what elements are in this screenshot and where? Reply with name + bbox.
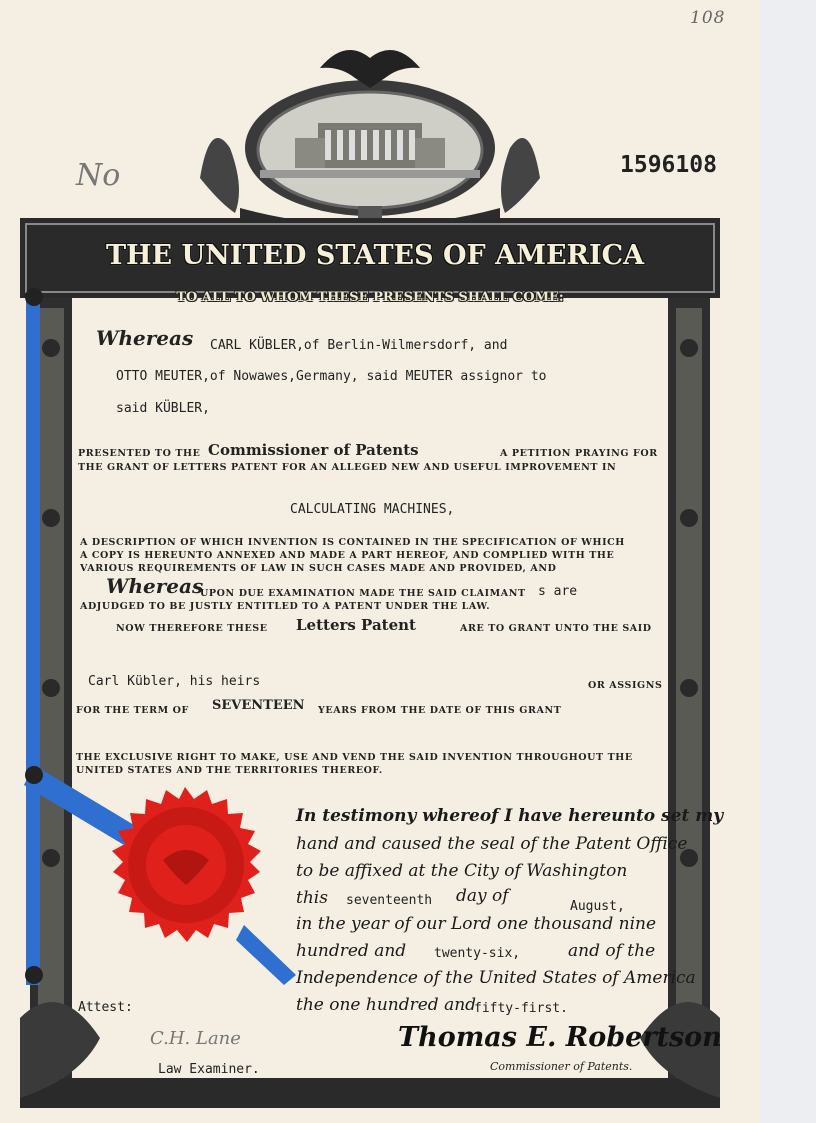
- term-text-2: YEARS FROM THE DATE OF THIS GRANT: [318, 705, 562, 716]
- term-text-1: FOR THE TERM OF: [76, 705, 189, 716]
- letters-patent-text: Letters Patent: [296, 616, 416, 634]
- testimony-line-1: In testimony whereof I have hereunto set my: [296, 806, 724, 826]
- examination-text-2: ADJUDGED TO BE JUSTLY ENTITLED TO A PATENT UNDER THE LAW.: [80, 601, 491, 612]
- document-title: THE UNITED STATES OF AMERICA: [105, 240, 645, 271]
- background-strip: [760, 0, 816, 1123]
- rights-text-1: THE EXCLUSIVE RIGHT TO MAKE, USE AND VEND THE SAID INVENTION THROUGHOUT THE: [76, 752, 633, 763]
- inventors-line-3: said KÜBLER,: [116, 401, 210, 416]
- patent-number: 1596108: [620, 152, 717, 178]
- testimony-one-hundred-and: the one hundred and: [296, 995, 477, 1015]
- or-assigns-text: OR ASSIGNS: [588, 680, 663, 691]
- presented-text-3: THE GRANT OF LETTERS PATENT FOR AN ALLEGED NEW AND USEFUL IMPROVEMENT IN: [78, 462, 617, 473]
- greeting: TO ALL TO WHOM THESE PRESENTS SHALL COME:: [176, 290, 564, 305]
- testimony-this: this: [296, 888, 328, 908]
- grantee-name: Carl Kübler, his heirs: [88, 674, 261, 689]
- commissioner-signature: Thomas E. Robertson: [398, 1022, 722, 1053]
- examiner-signature: C.H. Lane: [150, 1028, 241, 1049]
- whereas-first: Whereas: [96, 326, 194, 350]
- whereas-second: Whereas: [106, 574, 204, 598]
- description-line-3: VARIOUS REQUIREMENTS OF LAW IN SUCH CASES MADE AND PROVIDED, AND: [80, 563, 557, 574]
- description-line-1: A DESCRIPTION OF WHICH INVENTION IS CONTAINED IN THE SPECIFICATION OF WHICH: [80, 537, 625, 548]
- commissioner-of-patents: Commissioner of Patents: [208, 441, 419, 459]
- grant-unto-text: ARE TO GRANT UNTO THE SAID: [460, 623, 652, 634]
- commissioner-title: Commissioner of Patents.: [490, 1060, 633, 1073]
- independence-typed: fifty-first.: [474, 1001, 568, 1016]
- testimony-line-2: hand and caused the seal of the Patent Office: [296, 834, 688, 854]
- testimony-line-3: to be affixed at the City of Washington: [296, 861, 628, 881]
- day-typed: seventeenth: [346, 893, 433, 908]
- patent-office-engraving: [170, 28, 570, 228]
- pencil-number: 108: [690, 8, 726, 28]
- patent-office-seal: [88, 785, 283, 955]
- examination-typed: s are: [538, 584, 578, 599]
- testimony-day-of: day of: [456, 886, 509, 906]
- rights-text-2: UNITED STATES AND THE TERRITORIES THEREOF.: [76, 765, 383, 776]
- year-typed: twenty-six,: [434, 946, 521, 961]
- inventors-line-1: CARL KÜBLER,of Berlin-Wilmersdorf, and: [210, 338, 508, 353]
- invention-title: CALCULATING MACHINES,: [290, 502, 455, 517]
- examiner-title: Law Examiner.: [158, 1062, 260, 1077]
- examination-text-1: UPON DUE EXAMINATION MADE THE SAID CLAIMANT: [200, 588, 526, 599]
- attest-label: Attest:: [78, 1000, 133, 1015]
- term-seventeen: SEVENTEEN: [212, 698, 305, 713]
- testimony-year-line: in the year of our Lord one thousand nine: [296, 914, 657, 934]
- description-line-2: A COPY IS HEREUNTO ANNEXED AND MADE A PART HEREOF, AND COMPLIED WITH THE: [80, 550, 615, 561]
- testimony-and-of-the: and of the: [568, 941, 656, 961]
- testimony-independence-line: Independence of the United States of America: [296, 968, 696, 988]
- inventors-line-2: OTTO MEUTER,of Nowawes,Germany, said MEUTER assignor to: [116, 369, 547, 384]
- presented-text-1: PRESENTED TO THE: [78, 448, 201, 459]
- now-therefore-text: NOW THEREFORE THESE: [116, 623, 268, 634]
- testimony-hundred-and: hundred and: [296, 941, 407, 961]
- presented-text-2: A PETITION PRAYING FOR: [500, 448, 658, 459]
- month-typed: August,: [570, 899, 625, 914]
- number-prefix: No: [76, 158, 121, 193]
